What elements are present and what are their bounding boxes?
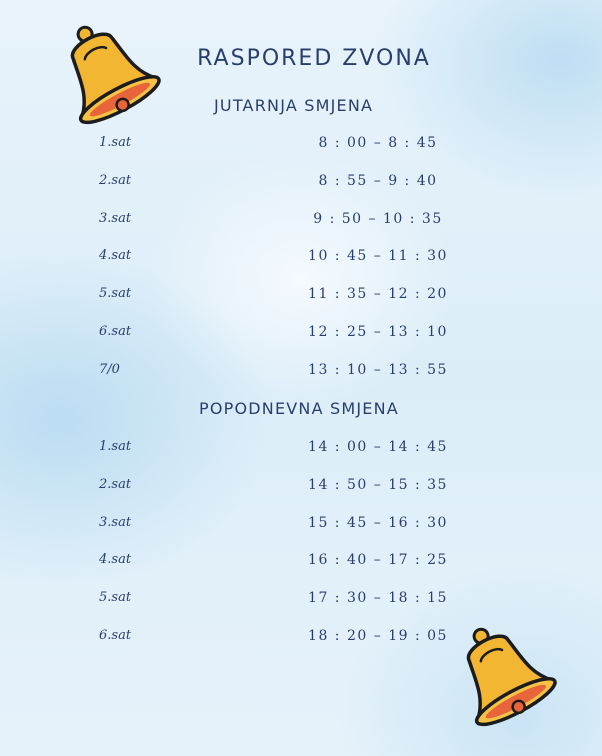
time-range: 15 : 45 – 16 : 30 bbox=[308, 514, 448, 531]
schedule-row bbox=[0, 352, 602, 390]
schedule-row bbox=[0, 580, 602, 618]
morning-schedule bbox=[0, 125, 602, 390]
schedule-row bbox=[0, 201, 602, 239]
time-range: 14 : 50 – 15 : 35 bbox=[308, 476, 448, 493]
time-range: 16 : 40 – 17 : 25 bbox=[308, 552, 448, 569]
time-range: 8 : 55 – 9 : 40 bbox=[318, 172, 438, 189]
period-label: 5.sat bbox=[99, 286, 132, 302]
period-label: 2.sat bbox=[99, 172, 132, 188]
page-title: RASPORED ZVONA bbox=[197, 46, 431, 71]
schedule-row bbox=[0, 276, 602, 314]
period-label: 1.sat bbox=[99, 135, 132, 150]
time-range: 14 : 00 – 14 : 45 bbox=[308, 439, 448, 455]
time-range: 9 : 50 – 10 : 35 bbox=[313, 210, 443, 227]
period-label: 4.sat bbox=[99, 552, 132, 568]
period-label: 6.sat bbox=[99, 627, 132, 643]
time-range: 17 : 30 – 18 : 15 bbox=[308, 590, 448, 607]
schedule-row bbox=[0, 163, 602, 201]
time-range: 18 : 20 – 19 : 05 bbox=[308, 627, 448, 644]
time-range: 12 : 25 – 13 : 10 bbox=[308, 323, 448, 340]
period-label: 2.sat bbox=[99, 476, 132, 492]
bell-icon bbox=[44, 16, 164, 132]
morning-shift-heading: JUTARNJA SMJENA bbox=[214, 96, 374, 115]
time-range: 11 : 35 – 12 : 20 bbox=[308, 286, 448, 303]
schedule-row bbox=[0, 467, 602, 505]
period-label: 5.sat bbox=[99, 590, 132, 606]
schedule-row bbox=[0, 429, 602, 467]
period-label: 3.sat bbox=[99, 210, 132, 226]
time-range: 8 : 00 – 8 : 45 bbox=[318, 135, 438, 151]
period-label: 7/0 bbox=[99, 361, 120, 377]
bell-icon bbox=[440, 618, 560, 734]
schedule-row bbox=[0, 314, 602, 352]
period-label: 1.sat bbox=[99, 439, 132, 454]
period-label: 3.sat bbox=[99, 514, 132, 530]
afternoon-shift-heading: POPODNEVNA SMJENA bbox=[199, 399, 399, 418]
schedule-row bbox=[0, 505, 602, 543]
time-range: 10 : 45 – 11 : 30 bbox=[308, 248, 448, 265]
schedule-row bbox=[0, 238, 602, 276]
schedule-row bbox=[0, 125, 602, 163]
schedule-row bbox=[0, 542, 602, 580]
time-range: 13 : 10 – 13 : 55 bbox=[308, 361, 448, 378]
period-label: 6.sat bbox=[99, 323, 132, 339]
period-label: 4.sat bbox=[99, 248, 132, 264]
